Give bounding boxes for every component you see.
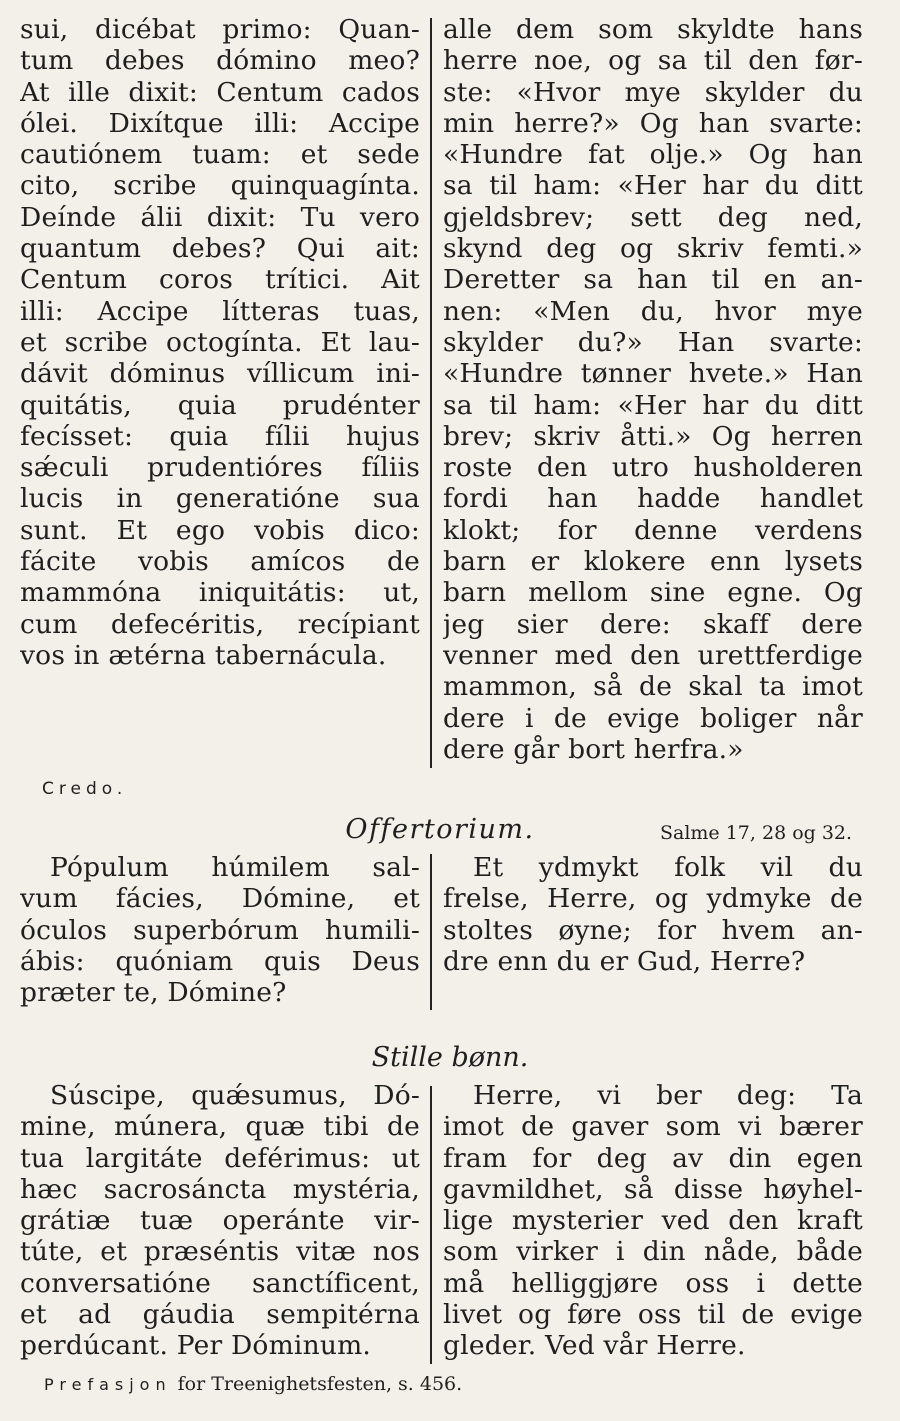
latin-column <box>20 1080 420 1362</box>
norwegian-line: imot de gaver som vi bærer <box>443 1111 863 1143</box>
latin-line: ábis: quóniam quis Deus <box>20 945 420 977</box>
latin-column <box>20 852 420 1008</box>
latin-line: sǽculi prudentióres fíliis <box>20 452 420 484</box>
latin-line: túte, et præséntis vitæ nos <box>20 1236 420 1268</box>
column-divider <box>430 18 432 768</box>
latin-column <box>20 14 420 671</box>
offertorium-heading: Offertorium. <box>345 814 535 845</box>
norwegian-column <box>443 14 863 765</box>
offertorium-reference: Salme 17, 28 og 32. <box>660 822 853 844</box>
latin-line: dávit dóminus víllicum ini- <box>20 358 420 390</box>
norwegian-line: frelse, Herre, og ydmyke de <box>443 883 863 915</box>
norwegian-line: livet og føre oss til de evige <box>443 1299 863 1331</box>
norwegian-line: gjeldsbrev; sett deg ned, <box>443 201 863 233</box>
norwegian-line: lige mysterier ved den kraft <box>443 1205 863 1237</box>
latin-line: óculos superbórum humili- <box>20 914 420 946</box>
latin-line: cautiónem tuam: et sede <box>20 139 420 171</box>
norwegian-line: skylder du?» Han svarte: <box>443 326 863 358</box>
norwegian-line: Deretter sa han til en an- <box>443 264 863 296</box>
latin-line: sui, dicébat primo: Quan- <box>20 14 420 45</box>
latin-line: cito, scribe quinquagínta. <box>20 170 420 202</box>
norwegian-line: mammon, så de skal ta imot <box>443 671 863 703</box>
column-divider <box>430 854 432 1010</box>
norwegian-line: Et ydmykt folk vil du <box>473 852 863 883</box>
footer-text: for Treenighetsfesten, s. 456. <box>177 1373 463 1395</box>
norwegian-line: klokt; for denne verdens <box>443 514 863 546</box>
latin-line: sunt. Et ego vobis dico: <box>20 514 420 546</box>
norwegian-line: «Hundre tønner hvete.» Han <box>443 358 863 390</box>
norwegian-line: barn mellom sine egne. Og <box>443 577 863 609</box>
latin-line: quantum debes? Qui ait: <box>20 233 420 265</box>
norwegian-line: venner med den urettferdige <box>443 639 863 671</box>
latin-line: mine, múnera, quæ tibi de <box>20 1111 420 1143</box>
latin-line: At ille dixit: Centum cados <box>20 76 420 108</box>
credo-label: Credo. <box>42 779 128 799</box>
norwegian-line: fordi han hadde handlet <box>443 483 863 515</box>
latin-line: perdúcant. Per Dóminum. <box>20 1330 372 1362</box>
secreta-heading: Stille bønn. <box>371 1042 529 1073</box>
norwegian-line: «Hundre fat olje.» Og han <box>443 139 863 171</box>
latin-line: et ad gáudia sempitérna <box>20 1299 420 1331</box>
norwegian-line: sa til ham: «Her har du ditt <box>443 170 863 202</box>
latin-line: fácite vobis amícos de <box>20 546 420 578</box>
norwegian-line: dere i de evige boliger når <box>443 702 863 734</box>
norwegian-line: min herre?» Og han svarte: <box>443 107 863 139</box>
norwegian-line: ste: «Hvor mye skylder du <box>443 76 863 108</box>
latin-line: et scribe octogínta. Et lau- <box>20 326 420 358</box>
latin-line: Pópulum húmilem sal- <box>50 852 420 883</box>
norwegian-line: barn er klokere enn lysets <box>443 546 863 578</box>
norwegian-line: dre enn du er Gud, Herre? <box>443 945 806 977</box>
norwegian-line: skynd deg og skriv femti.» <box>443 233 863 265</box>
latin-line: conversatióne sanctíficent, <box>20 1267 420 1299</box>
norwegian-line: fram for deg av din egen <box>443 1142 863 1174</box>
latin-line: tum debes dómino meo? <box>20 45 420 77</box>
latin-line: ólei. Dixítque illi: Accipe <box>20 107 420 139</box>
norwegian-line: stoltes øyne; for hvem an- <box>443 914 863 946</box>
norwegian-line: dere går bort herfra.» <box>443 733 744 765</box>
latin-line: mammóna iniquitátis: ut, <box>20 577 420 609</box>
latin-line: hæc sacrosáncta mystéria, <box>20 1173 420 1205</box>
latin-line: tua largitáte deférimus: ut <box>20 1142 420 1174</box>
latin-line: Centum coros trítici. Ait <box>20 264 420 296</box>
norwegian-column <box>443 1080 863 1362</box>
norwegian-line: jeg sier dere: skaff dere <box>443 608 863 640</box>
norwegian-line: brev; skriv åtti.» Og herren <box>443 420 863 452</box>
latin-line: lucis in generatióne sua <box>20 483 420 515</box>
column-divider <box>430 1086 432 1364</box>
latin-line: cum defecéritis, recípiant <box>20 608 420 640</box>
norwegian-line: herre noe, og sa til den før- <box>443 45 863 77</box>
latin-line: præter te, Dómine? <box>20 977 287 1009</box>
latin-line: Súscipe, quǽsumus, Dó- <box>50 1080 420 1111</box>
latin-line: illi: Accipe lítteras tuas, <box>20 295 420 327</box>
norwegian-column <box>443 852 863 977</box>
norwegian-line: må helliggjøre oss i dette <box>443 1267 863 1299</box>
secreta-section <box>0 1080 900 1370</box>
norwegian-line: roste den utro husholderen <box>443 452 863 484</box>
norwegian-line: som virker i din nåde, både <box>443 1236 863 1268</box>
footer-spaced-word: Prefasjon <box>44 1375 172 1394</box>
latin-line: quitátis, quia prudénter <box>20 389 420 421</box>
latin-line: fecísset: quia fílii hujus <box>20 420 420 452</box>
latin-line: Deínde álii dixit: Tu vero <box>20 201 420 233</box>
latin-line: grátiæ tuæ operánte vir- <box>20 1205 420 1237</box>
norwegian-line: gavmildhet, så disse høyhel- <box>443 1173 863 1205</box>
offertorium-section <box>0 852 900 1012</box>
latin-line: vum fácies, Dómine, et <box>20 883 420 915</box>
gospel-section <box>0 14 900 764</box>
latin-line: vos in ætérna tabernácula. <box>20 639 387 671</box>
norwegian-line: nen: «Men du, hvor mye <box>443 295 863 327</box>
norwegian-line: sa til ham: «Her har du ditt <box>443 389 863 421</box>
norwegian-line: alle dem som skyldte hans <box>443 14 863 45</box>
footer-note <box>44 1373 462 1395</box>
norwegian-line: gleder. Ved vår Herre. <box>443 1330 746 1362</box>
norwegian-line: Herre, vi ber deg: Ta <box>473 1080 863 1111</box>
